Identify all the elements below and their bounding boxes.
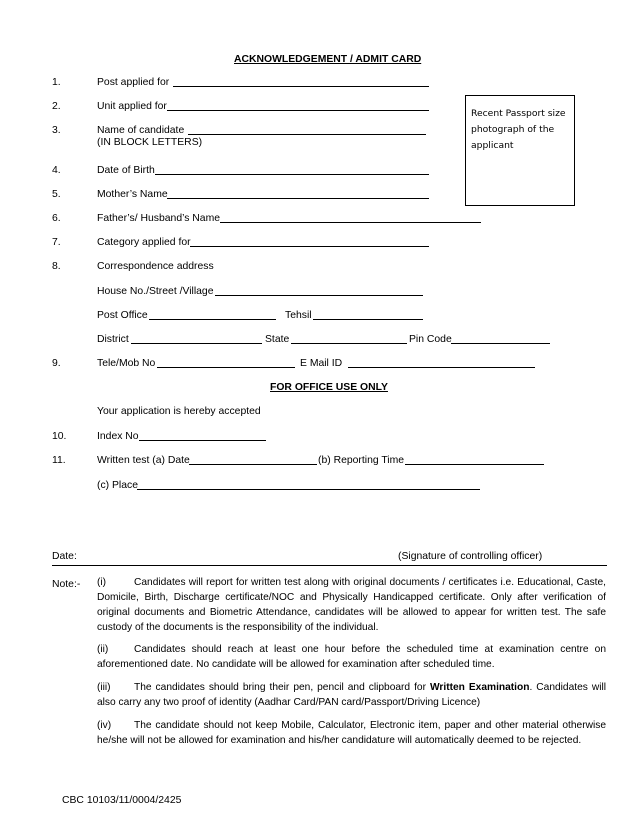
field-number-7: 7. [52,237,61,248]
field-number-4: 4. [52,165,61,176]
reporting-time-label: (b) Reporting Time [318,455,405,466]
house-label: House No./Street /Village [97,286,214,297]
pin-code-label: Pin Code [409,334,452,345]
phone-line[interactable] [157,367,295,368]
email-label: E Mail ID [300,358,343,369]
note-item-3 [97,680,606,710]
dob-label: Date of Birth [97,165,155,176]
field-number-6: 6. [52,213,61,224]
note-label: Note:- [52,579,81,590]
note-item-3-number: (iii) [97,682,111,693]
date-label: Date: [52,551,77,562]
signature-label: (Signature of controlling officer) [398,551,543,562]
note-item-4-text: The candidate should not keep Mobile, Calculator, Electronic item, paper and other material otherwise he/she will not be allowed for examination and his/her candidature will automatically deemed to be rejected. [97,720,606,746]
state-label: State [265,334,290,345]
field-number-3: 3. [52,125,61,136]
note-item-2 [97,642,606,672]
index-no-line[interactable] [139,440,266,441]
field-number-1: 1. [52,77,61,88]
photo-box [465,95,575,206]
note-item-2-text: Candidates should reach at least one hour before the scheduled time at examination centre on aforementioned date. No candidate will be allowed for examination after scheduled time. [97,644,606,670]
district-line[interactable] [131,343,262,344]
block-letters-note: (IN BLOCK LETTERS) [97,137,203,148]
phone-label: Tele/Mob No [97,358,156,369]
note-item-1-number: (i) [97,577,107,588]
candidate-name-label: Name of candidate [97,125,185,136]
house-line[interactable] [215,295,423,296]
reporting-time-line[interactable] [405,464,544,465]
post-applied-line[interactable] [173,86,429,87]
field-number-10: 10. [52,431,67,442]
category-label: Category applied for [97,237,191,248]
test-date-label: Written test (a) Date [97,455,190,466]
note-item-1 [97,575,606,635]
office-use-heading: FOR OFFICE USE ONLY [270,382,388,393]
tehsil-line[interactable] [313,319,423,320]
unit-applied-label: Unit applied for [97,101,167,112]
post-applied-label: Post applied for [97,77,170,88]
field-number-11: 11. [52,455,66,466]
note-item-2-number: (ii) [97,644,109,655]
candidate-name-line[interactable] [188,134,426,135]
note-item-1-text: Candidates will report for written test along with original documents / certificates i.e. Educational, Caste, Domicile, Birth, Discharge certificate/NOC and Physically Handicapped certificate. Only after verification of original documents and Biometric Attendance, candidates will be allowed to appear for written test. The safe custody of the documents is the responsibility of the individual. [97,577,606,633]
photo-box-line-3: applicant [471,140,514,151]
dob-line[interactable] [155,174,429,175]
father-name-label: Father’s/ Husband’s Name [97,213,221,224]
note-item-3-text-a: The candidates should bring their pen, pencil and clipboard for [134,682,430,693]
index-no-label: Index No [97,431,139,442]
note-item-3-text-b: . Candidates will also carry any two proof of identity (Aadhar Card/PAN card/Passport/Driving Licence) [97,682,606,708]
footer-code: CBC 10103/11/0004/2425 [62,795,182,806]
category-line[interactable] [190,246,429,247]
field-number-8: 8. [52,261,61,272]
field-number-2: 2. [52,101,61,112]
district-label: District [97,334,129,345]
place-label: (c) Place [97,480,138,491]
note-item-4 [97,718,606,748]
unit-applied-line[interactable] [167,110,429,111]
note-item-3-bold: Written Examination [429,682,530,693]
field-number-9: 9. [52,358,61,369]
note-item-4-number: (iv) [97,720,112,731]
post-office-label: Post Office [97,310,148,321]
page-title: ACKNOWLEDGEMENT / ADMIT CARD [234,54,422,65]
signature-divider [52,565,607,566]
address-label: Correspondence address [97,261,214,272]
state-line[interactable] [291,343,407,344]
test-date-line[interactable] [189,464,317,465]
tehsil-label: Tehsil [285,310,312,321]
accepted-text: Your application is hereby accepted [97,406,261,417]
photo-box-line-2: photograph of the [471,124,555,135]
photo-box-line-1: Recent Passport size [471,108,566,119]
mother-name-line[interactable] [167,198,429,199]
mother-name-label: Mother’s Name [97,189,168,200]
pin-code-line[interactable] [451,343,550,344]
post-office-line[interactable] [149,319,276,320]
email-line[interactable] [348,367,535,368]
place-line[interactable] [137,489,480,490]
field-number-5: 5. [52,189,61,200]
father-name-line[interactable] [220,222,481,223]
